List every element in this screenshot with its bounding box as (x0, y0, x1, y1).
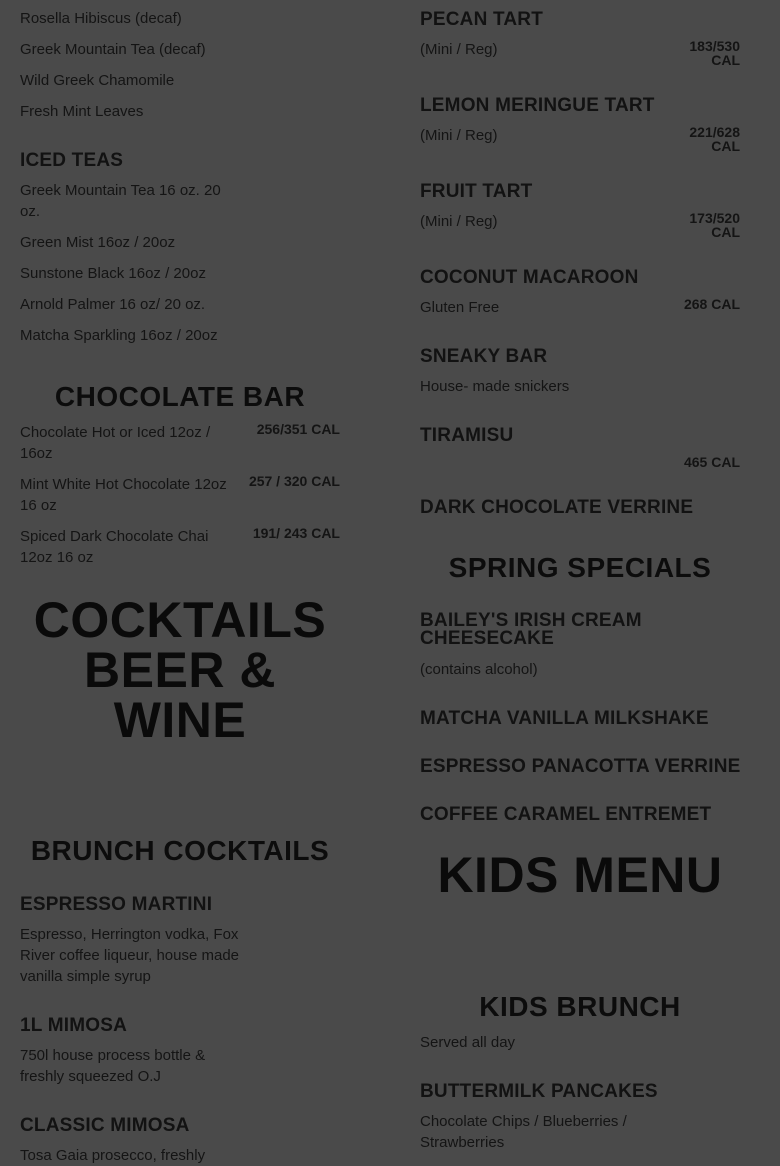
menu-item: Chocolate Hot or Iced 12oz / 16oz (20, 424, 211, 462)
calorie-label: 465 CAL (683, 454, 740, 470)
item-description: (Mini / Reg) (420, 127, 498, 144)
calorie-label: 221/628 (689, 124, 740, 140)
menu-item: Rosella Hibiscus (decaf) (20, 10, 182, 27)
item-description: House- made snickers (420, 378, 570, 395)
kids-brunch-note: Served all day (420, 1034, 516, 1051)
item-name: COFFEE CARAMEL ENTREMET (420, 804, 712, 825)
item-description: Tosa Gaia prosecco, freshly (20, 1147, 206, 1164)
item-description: 750l house process bottle & freshly squeezed O.J (20, 1047, 206, 1085)
menu-item: Wild Greek Chamomile (20, 72, 175, 89)
menu-item: Greek Mountain Tea (decaf) (20, 41, 206, 58)
calorie-label: 257 / 320 CAL (248, 473, 340, 489)
item-name: BAILEY'S IRISH CREAM CHEESECAKE (420, 610, 642, 649)
item-description: Gluten Free (420, 299, 500, 316)
calorie-label: 183/530 (689, 38, 740, 54)
item-name: MATCHA VANILLA MILKSHAKE (420, 708, 709, 729)
calorie-label: CAL (711, 138, 740, 154)
item-name: TIRAMISU (420, 425, 514, 446)
cocktails-title-line: WINE (113, 692, 247, 748)
item-name: ESPRESSO PANACOTTA VERRINE (420, 756, 741, 777)
calorie-label: CAL (711, 52, 740, 68)
item-name: COCONUT MACAROON (420, 267, 639, 288)
brunch-cocktails-heading: BRUNCH COCKTAILS (30, 835, 330, 866)
menu-item: Spiced Dark Chocolate Chai 12oz 16 oz (20, 528, 209, 566)
item-name: SNEAKY BAR (420, 346, 548, 367)
chocolate-bar-heading: CHOCOLATE BAR (54, 381, 306, 412)
cocktails-title-line: COCKTAILS (33, 592, 327, 648)
item-name: LEMON MERINGUE TART (420, 95, 655, 116)
menu-item: Mint White Hot Chocolate 12oz 16 oz (20, 476, 227, 514)
item-description: (contains alcohol) (420, 661, 538, 678)
menu-item: Green Mist 16oz / 20oz (20, 234, 176, 251)
calorie-label: CAL (711, 224, 740, 240)
item-description: (Mini / Reg) (420, 213, 498, 230)
item-description: (Mini / Reg) (420, 41, 498, 58)
menu-item: Arnold Palmer 16 oz/ 20 oz. (20, 296, 206, 313)
item-description: Chocolate Chips / Blueberries / Strawberries (420, 1113, 627, 1151)
calorie-label: 268 CAL (683, 296, 740, 312)
kids-menu-title: KIDS MENU (437, 847, 723, 903)
cocktails-title-line: BEER & (84, 642, 276, 698)
item-name: BUTTERMILK PANCAKES (420, 1081, 658, 1102)
kids-brunch-heading: KIDS BRUNCH (479, 991, 681, 1022)
item-description: Espresso, Herrington vodka, Fox River coffee liqueur, house made vanilla simple syrup (20, 926, 240, 985)
menu-item: Sunstone Black 16oz / 20oz (20, 265, 206, 282)
item-name: DARK CHOCOLATE VERRINE (420, 497, 694, 518)
iced-teas-heading: ICED TEAS (20, 150, 124, 171)
item-name: 1L MIMOSA (20, 1015, 128, 1036)
item-name: FRUIT TART (420, 181, 533, 202)
menu-item: Fresh Mint Leaves (20, 103, 144, 120)
item-name: PECAN TART (420, 9, 544, 30)
menu-item: Matcha Sparkling 16oz / 20oz (20, 327, 218, 344)
calorie-label: 256/351 CAL (256, 421, 340, 437)
menu-item: Greek Mountain Tea 16 oz. 20 oz. (20, 182, 221, 220)
calorie-label: 191/ 243 CAL (252, 525, 340, 541)
item-name: CLASSIC MIMOSA (20, 1115, 190, 1136)
spring-specials-heading: SPRING SPECIALS (448, 552, 712, 583)
item-name: ESPRESSO MARTINI (20, 894, 213, 915)
calorie-label: 173/520 (689, 210, 740, 226)
